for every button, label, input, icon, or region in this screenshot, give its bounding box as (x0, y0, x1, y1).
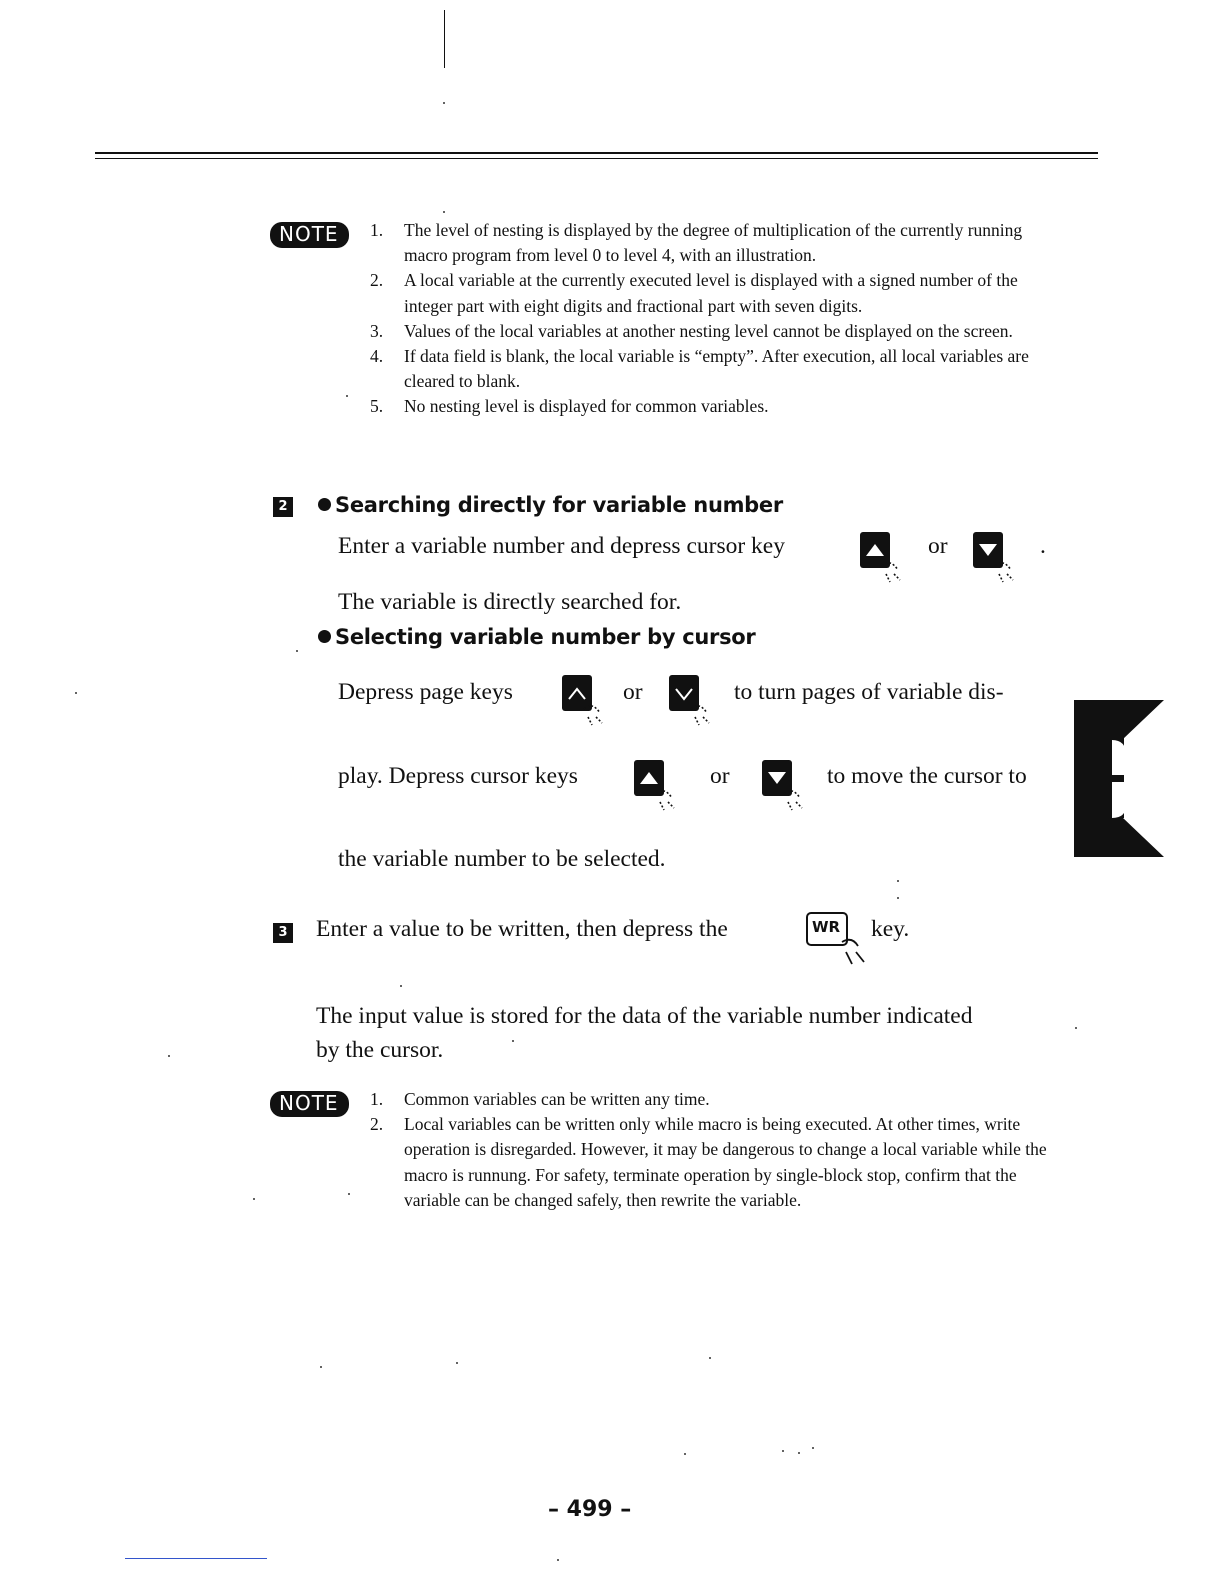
scan-speck (296, 650, 298, 652)
section-tab-e (1074, 700, 1164, 857)
or-text: or (623, 679, 643, 705)
note-text: Common variables can be written any time. (404, 1089, 710, 1109)
note-num: 2. (370, 270, 384, 291)
heading-select-by-cursor: Selecting variable number by cursor (318, 625, 755, 649)
footer-line (125, 1558, 267, 1559)
note-item (370, 1087, 1052, 1112)
scan-speck (253, 1198, 255, 1200)
page-number: – 499 – (548, 1497, 632, 1522)
note-text: If data field is blank, the local variable is “empty”. After execution, all local variables are cleared to blank. (404, 346, 1029, 392)
or-text: or (710, 763, 730, 789)
note-text: No nesting level is displayed for common variables. (404, 396, 769, 417)
note-item (370, 394, 1052, 419)
step2-line3a: Depress page keys (338, 679, 513, 705)
step-marker-3: 3 (273, 923, 293, 943)
scan-speck (798, 1452, 800, 1454)
scan-speck (684, 1453, 686, 1455)
note-text: Local variables can be written only while macro is being executed. At other times, write operation is disregarded. However, it may be dangerous to change a local variable while the macro is runnung. For safety, terminate operation by single-block stop, confirm that the variable can be changed safely, then rewrite the variable. (404, 1114, 1047, 1210)
scan-speck (168, 1055, 170, 1057)
scan-speck (812, 1447, 814, 1449)
or-text: or (928, 533, 948, 559)
step2-line2: The variable is directly searched for. (338, 589, 682, 615)
step2-line4b: to move the cursor to (827, 763, 1027, 789)
cursor-up-key-icon (634, 760, 664, 798)
step3-line1b: key. (871, 916, 910, 942)
step2-line4a: play. Depress cursor keys (338, 763, 578, 789)
note-text: Values of the local variables at another nesting level cannot be displayed on the screen. (404, 320, 1013, 341)
top-mark-dot (443, 102, 445, 104)
scan-speck (443, 211, 445, 213)
wr-key-label: WR (812, 918, 841, 936)
page-up-key-icon (562, 675, 592, 713)
header-rule-thin (95, 158, 1098, 159)
scan-speck (456, 1362, 458, 1364)
scan-speck (557, 1559, 559, 1561)
scan-speck (897, 880, 899, 882)
wr-key-icon (806, 912, 870, 972)
note-list-1 (370, 218, 1052, 420)
scan-speck (75, 692, 77, 694)
page-down-key-icon (669, 675, 699, 713)
note-badge-1: NOTE (270, 222, 349, 248)
scan-speck (1075, 1027, 1077, 1029)
note-num: 2. (370, 1114, 384, 1135)
note-item (370, 1112, 1052, 1213)
note-item (370, 218, 1052, 268)
note-text: The level of nesting is displayed by the degree of multiplication of the currently running macro program from level 0 to level 4, with an illustration. (404, 220, 1023, 266)
note-item (370, 268, 1052, 318)
top-mark-line (444, 10, 445, 68)
note-item (370, 319, 1052, 344)
period-text: . (1040, 533, 1046, 559)
note-badge-2: NOTE (270, 1091, 349, 1117)
note-num: 1. (370, 1089, 384, 1109)
note-num: 3. (370, 320, 384, 341)
scan-speck (512, 1040, 514, 1042)
note-num: 5. (370, 396, 384, 417)
cursor-up-key-icon (860, 532, 890, 570)
cursor-down-key-icon (762, 760, 792, 798)
note-num: 1. (370, 220, 384, 240)
scan-speck (782, 1450, 784, 1452)
note-text: A local variable at the currently executed level is displayed with a signed number of the integer part with eight digits and fractional part with seven digits. (404, 270, 1018, 316)
step3-line2: The input value is stored for the data of the variable number indicated (316, 1003, 973, 1029)
step2-line5: the variable number to be selected. (338, 846, 666, 872)
step2-line3b: to turn pages of variable dis- (734, 679, 1004, 705)
step-marker-2: 2 (273, 497, 293, 517)
scan-speck (320, 1366, 322, 1368)
bullet-icon (318, 498, 331, 511)
note-list-2 (370, 1087, 1052, 1213)
cursor-down-key-icon (973, 532, 1003, 570)
note-num: 4. (370, 346, 384, 367)
step3-line3: by the cursor. (316, 1037, 444, 1063)
scan-speck (346, 395, 348, 397)
scan-speck (709, 1357, 711, 1359)
scan-speck (897, 897, 899, 899)
note-item (370, 344, 1052, 394)
scan-speck (400, 985, 402, 987)
bullet-icon (318, 630, 331, 643)
heading-search-directly: Searching directly for variable number (318, 493, 783, 517)
step3-line1a: Enter a value to be written, then depress the (316, 916, 728, 942)
scan-speck (348, 1193, 350, 1195)
header-rule (95, 152, 1098, 154)
step2-line1: Enter a variable number and depress cursor key (338, 533, 785, 559)
